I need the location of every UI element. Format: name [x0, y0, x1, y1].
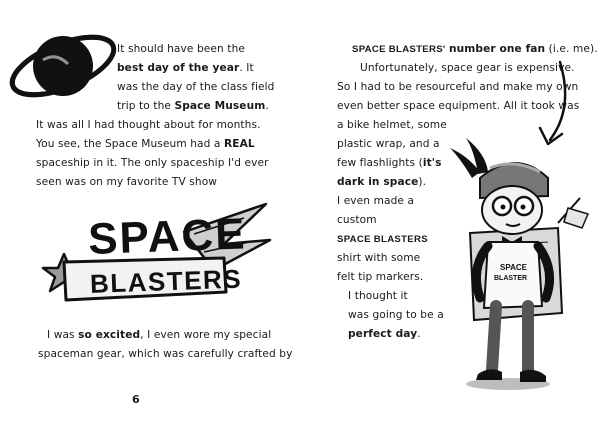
text-segment: plastic wrap, and a — [337, 138, 440, 150]
text-line — [36, 137, 255, 151]
text-segment: trip to the — [117, 100, 175, 112]
logo-space-text: SPACE — [87, 209, 248, 264]
bold-text: REAL — [223, 138, 255, 150]
text-segment: It was all I had thought about for months. — [36, 119, 261, 131]
text-segment: spaceman gear, which was carefully crafted by — [38, 348, 293, 360]
text-line — [36, 175, 217, 189]
shirt-text-line1: SPACE — [500, 263, 527, 272]
planet-illustration — [8, 20, 118, 110]
text-line — [117, 61, 254, 75]
text-line — [337, 270, 423, 284]
bold-text: dark in space — [337, 176, 419, 188]
text-line — [337, 175, 426, 189]
text-segment: shirt with some — [337, 252, 421, 264]
text-line — [117, 42, 245, 56]
text-line — [337, 213, 377, 227]
bold-text: perfect day — [348, 328, 418, 340]
text-segment: I was — [47, 329, 79, 341]
text-segment: was going to be a — [348, 309, 444, 321]
text-line — [36, 156, 269, 170]
text-segment: Unfortunately, space gear is expensive. — [360, 62, 575, 74]
shirt-text-line2: BLASTER — [494, 275, 528, 282]
text-segment: I thought it — [348, 290, 408, 302]
text-segment: custom — [337, 214, 377, 226]
text-segment: So I had to be resourceful and make my own — [337, 81, 579, 93]
text-line — [47, 328, 271, 342]
text-segment: It should have been the — [117, 43, 245, 55]
text-line — [337, 156, 442, 170]
text-line — [352, 42, 598, 57]
space-blasters-logo — [34, 192, 274, 307]
text-segment: seen was on my favorite TV show — [36, 176, 218, 188]
bold-text: so excited — [78, 329, 141, 341]
logo-blasters-text: BLASTERS — [89, 263, 243, 299]
text-line — [337, 194, 414, 208]
text-line — [337, 232, 428, 247]
text-segment: You see, the Space Museum had a — [36, 138, 224, 150]
kid-space-gear-illustration — [430, 138, 595, 393]
text-segment: , I even wore my special — [140, 329, 272, 341]
bold-text: best day of the year — [117, 62, 240, 74]
text-segment: ). — [418, 176, 427, 188]
text-line — [337, 118, 447, 132]
text-segment: (i.e. me). — [545, 43, 598, 55]
bold-text: it's — [422, 157, 442, 169]
text-line — [348, 289, 408, 303]
bold-text: Space Museum — [174, 100, 266, 112]
text-line — [337, 137, 440, 151]
text-segment: . It — [239, 62, 254, 74]
text-line — [117, 80, 275, 94]
text-line — [348, 327, 421, 341]
text-line — [337, 251, 420, 265]
page-number: 6 — [132, 393, 140, 406]
text-segment: a bike helmet, some — [337, 119, 447, 131]
text-segment: I even made a — [337, 195, 415, 207]
text-line — [117, 99, 269, 113]
bold-text: SPACE BLASTERS' — [352, 44, 446, 55]
text-segment: spaceship in it. The only spaceship I'd ever — [36, 157, 269, 169]
text-segment: even better space equipment. All it took was — [337, 100, 580, 112]
text-segment: . — [265, 100, 269, 112]
bold-text: SPACE BLASTERS — [337, 234, 428, 245]
right-page — [300, 0, 600, 433]
text-segment: was the day of the class field — [117, 81, 275, 93]
text-line — [38, 347, 292, 361]
text-segment: few flashlights ( — [337, 157, 423, 169]
text-line — [36, 118, 261, 132]
text-segment: . — [417, 328, 421, 340]
bold-text: number one fan — [448, 43, 546, 55]
text-segment: felt tip markers. — [337, 271, 424, 283]
